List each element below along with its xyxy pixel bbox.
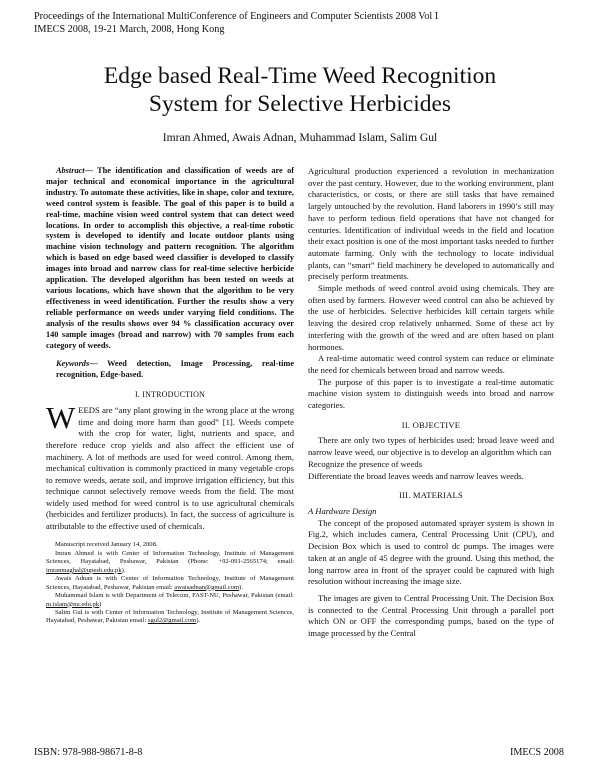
footer-isbn: ISBN: 978-988-98671-8-8 xyxy=(34,747,143,758)
introduction-text: EEDS are “any plant growing in the wrong place at the wrong time and doing more harm than good” [1]. Weeds compete with the crop for water, light, nutrients and space, and therefore reduce crop yields and also affect the efficient use of machinery. A lot of methods are used for weed control. Among them, mechanical cultivation is commonly practiced in many vegetable crops to remove weeds, aerate soil, and improve irrigation efficiency, but this technique cannot selectively remove weeds from the field. The most widely used method for weed control is to use agricultural chemicals (herbicides and fertilizer products). In fact, the success of agriculture is attributable to the effective used of chemicals. xyxy=(46,405,294,532)
keywords-label: Keywords xyxy=(56,359,90,369)
list-item: Differentiate the broad leaves weeds and narrow leaves weeds. xyxy=(308,470,524,481)
paper-title xyxy=(0,62,600,118)
list-item: Recognize the presence of weeds xyxy=(308,458,423,469)
paragraph: There are only two types of herbicides used: broad leave weed and narrow leave weed, our objective is to develop an algorithm which can xyxy=(308,435,554,458)
keywords xyxy=(56,359,294,381)
left-column xyxy=(46,166,294,626)
keywords-text: — Weed detection, Image Processing, real-time recognition, Edge-based. xyxy=(56,359,294,380)
abstract-text: — The identification and classification of weeds are of major technical and economical importance in the agricultural industry. To automate these activities, like in shape, color and texture, weed control system is feasible. The goal of this paper is to build a real-time, machine vision weed control system that can detect weed locations. In order to accomplish this objective, a real-time robotic system is developed to identify and locate outdoor plants using machine vision technology and pattern recognition. The algorithm which is based on edge based weed classifier is developed to classify images into broad and narrow class for real-time selective herbicide application. The developed algorithm has been tested on weeds at various locations, which have shown that the algorithm to be very effectiveness in weed identification. Further the results show a very reliable performance on weeds under varying field conditions. The analysis of the results shows over 94 % classification accuracy over 140 sample images (broad and narrow) with 70 samples from each category of weeds. xyxy=(46,166,294,350)
section-heading-materials: III. MATERIALS xyxy=(399,490,463,501)
drop-cap: W xyxy=(46,400,76,436)
email-link[interactable]: awaisadnan@gmail.com xyxy=(174,583,240,591)
right-column xyxy=(308,166,554,640)
footnotes xyxy=(46,541,294,626)
abstract xyxy=(46,166,294,351)
footnote-author-2: Awais Adnan is with Center of Information Technology, Institute of Management Sciences, Hayatabad, Peshawar, Pakistan email: awaisadnan@gmail.com). xyxy=(46,575,294,591)
footnote-author-1: Imran Ahmed is with Center of Information Technology, Institute of Management Sciences, Hayatabad, Peshawar, Pakistan (Phone: +92-091-2565174; email: imranmaghal@upesh.edu.pk). xyxy=(46,550,294,574)
footer-conference: IMECS 2008 xyxy=(509,747,564,758)
paragraph: The images are given to Central Processing Unit. The Decision Box is connected to the Central Processing Unit through a parallel port which ON or OFF the corresponding pumps, based on the type of image processed by the Central xyxy=(308,592,554,639)
title-line-1: Edge based Real-Time Weed Recognition xyxy=(103,63,497,89)
footnote-author-4: Salim Gul is with Center of Information Technology, Institute of Management Sciences, Hayatabad, Peshawar, Pakistan email: sgul2@gmail.com). xyxy=(46,608,294,625)
paragraph: The purpose of this paper is to investigate a real-time automatic machine vision system to distinguish weeds into broad and narrow categories. xyxy=(308,376,554,411)
abstract-label: Abstract xyxy=(56,166,85,175)
email-link[interactable]: sgul2@gmail.com xyxy=(147,617,197,625)
introduction-paragraph xyxy=(46,400,294,533)
section-heading-introduction: I. INTRODUCTION xyxy=(134,390,206,400)
subsection-heading-hardware: A Hardware Design xyxy=(308,505,377,516)
running-header xyxy=(34,10,574,36)
footnote-received: Manuscript received January 14, 2008. xyxy=(55,540,158,548)
email-link[interactable]: imranmaghal@upesh.edu.pk xyxy=(46,566,122,574)
title-line-2: System for Selective Herbicides xyxy=(148,91,452,117)
paragraph: The concept of the proposed automated sprayer system is shown in Fig.2, which includes camera, Central Processing Unit (CPU), and Decision Box which is used to control dc pumps. The images were taken at an angle of 45 degree with the ground. Using this method, the long narrow area in front of the sprayer could be captured with high resolution without increasing the image size. xyxy=(308,517,554,587)
paragraph: Agricultural production experienced a revolution in mechanization over the past century. However, due to the working environment, plant characteristics, or costs, or there are still tasks that have remained largely untouched by the revolution. Hand laborers in 1990’s still may have to perform tedious field operations that have not changed for centuries. Identification of individual weeds in the field and location their exact position is one of the most important tasks needed to further automate farming. Only with the technology to locate individual plants, can “smart” field machinery be developed to automatically and precisely perform treatments. xyxy=(308,166,554,282)
paragraph: Simple methods of weed control avoid using chemicals. They are often used by farmers. However weed control can also be achieved by the use of herbicides. Selective herbicides kill certain targets while leaving the desired crop relatively unharmed. Some of these act by interfering with the growth of the weed and are often based on plant hormones. xyxy=(308,283,554,352)
header-line-2: IMECS 2008, 19-21 March, 2008, Hong Kong xyxy=(34,24,225,35)
email-link[interactable]: m.islam@nu.edu.pk xyxy=(46,600,100,608)
header-line-1: Proceedings of the International MultiConference of Engineers and Computer Scientists 2008 Vol I xyxy=(34,11,439,22)
section-heading-objective: II. OBJECTIVE xyxy=(401,419,461,430)
footnote-author-3: Muhammad Islam is with Department of Telecom, FAST-NU, Peshawar, Pakistan (email: m.islam@nu.edu.pk) xyxy=(46,592,294,608)
paragraph: A real-time automatic weed control system can reduce or eliminate the need for chemicals between broad and narrow weeds. xyxy=(308,353,554,375)
authors: Imran Ahmed, Awais Adnan, Muhammad Islam, Salim Gul xyxy=(162,131,438,144)
